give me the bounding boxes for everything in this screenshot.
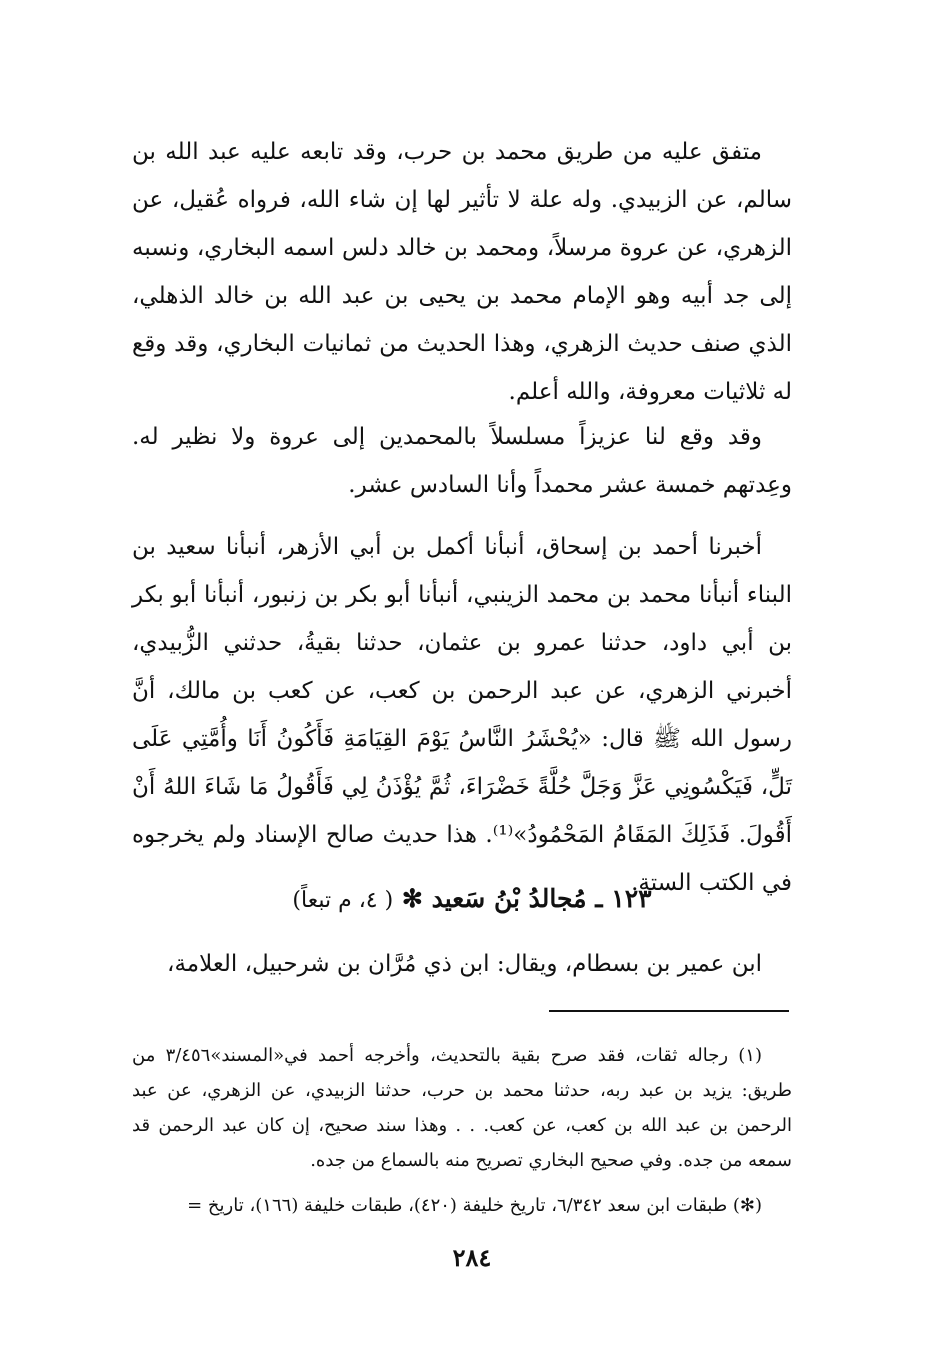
biography-heading [150, 874, 794, 926]
biography-title: ١٢٣ ـ مُجالدُ بْنُ سَعيد ✻ [401, 884, 652, 913]
footnote-1 [132, 1038, 792, 1178]
paragraph-text: أخبرنا أحمد بن إسحاق، أنبأنا أكمل بن أبي الأزهر، أنبأنا سعيد بن البناء أنبأنا محمد بن محمد الزينبي، أنبأنا أبو بكر بن زنبور، أنبأنا أبو بكر بن أبي داود، حدثنا عمرو بن عثمان، حدثنا بقيةُ، حدثني الزُّبيدي، أخبرني الزهري، عن عبد الرحمن بن كعب، عن كعب بن مالك، أنَّ رسول الله ﷺ قال: «يُحْشَرُ النَّاسُ يَوْمَ القِيَامَةِ فَأَكُونُ أَنَا وأُمَّتِي عَلَى تَلٍّ، فَيَكْسُونِي عَزَّ وَجَلَّ حُلَّةً خَضْرَاءَ، ثُمَّ يُؤْذَنُ لِي فَأَقُولُ مَا شَاءَ اللهُ أَنْ أَقُولَ. فَذَلِكَ المَقَامُ المَحْمُودُ»⁽¹⁾. هذا حديث صالح الإسناد ولم يخرجوه في الكتب الستة. [132, 534, 792, 896]
paragraph-text: ابن عمير بن بسطام، ويقال: ابن ذي مُرَّان بن شرحبيل، العلامة، [167, 951, 762, 977]
paragraph-text: وقد وقع لنا عزيزاً مسلسلاً بالمحمدين إلى عروة ولا نظير له. وعِدتهم خمسة عشر محمداً وأنا السادس عشر. [132, 424, 792, 498]
footnote-separator [549, 1010, 789, 1012]
paragraph-hadith-commentary [132, 128, 792, 416]
biography-sigla: ( ٤، م تبعاً) [292, 888, 394, 913]
footnote-text: (✻) طبقات ابن سعد ٦/٣٤٢، تاريخ خليفة (٤٢٠)، طبقات خليفة (١٦٦)، تاريخ = [187, 1195, 762, 1216]
page-number: ٢٨٤ [452, 1243, 492, 1272]
paragraph-biography-start [132, 940, 792, 988]
paragraph-musalsal-note [132, 413, 792, 509]
footnote-star [132, 1188, 792, 1223]
paragraph-text: متفق عليه من طريق محمد بن حرب، وقد تابعه عليه عبد الله بن سالم، عن الزبيدي. وله علة لا تأثير لها إن شاء الله، فرواه عُقيل، عن الزهري، عن عروة مرسلاً، ومحمد بن خالد دلس اسمه البخاري، ونسبه إلى جد أبيه وهو الإمام محمد بن يحيى بن عبد الله بن خالد الذهلي، الذي صنف حديث الزهري، وهذا الحديث من ثمانيات البخاري، وقد وقع له ثلاثيات معروفة، والله أعلم. [132, 139, 792, 405]
paragraph-isnad-hadith [132, 523, 792, 907]
footnote-text: (١) رجاله ثقات، فقد صرح بقية بالتحديث، وأخرجه أحمد في«المسند»٣/٤٥٦ من طريق: يزيد بن عبد ربه، حدثنا محمد بن حرب، حدثنا الزبيدي، عن الزهري، عن عبد الرحمن بن عبد الله بن كعب، عن كعب. . . وهذا سند صحيح، إن كان عبد الرحمن قد سمعه من جده. وفي صحيح البخاري تصريح منه بالسماع من جده. [132, 1045, 792, 1171]
